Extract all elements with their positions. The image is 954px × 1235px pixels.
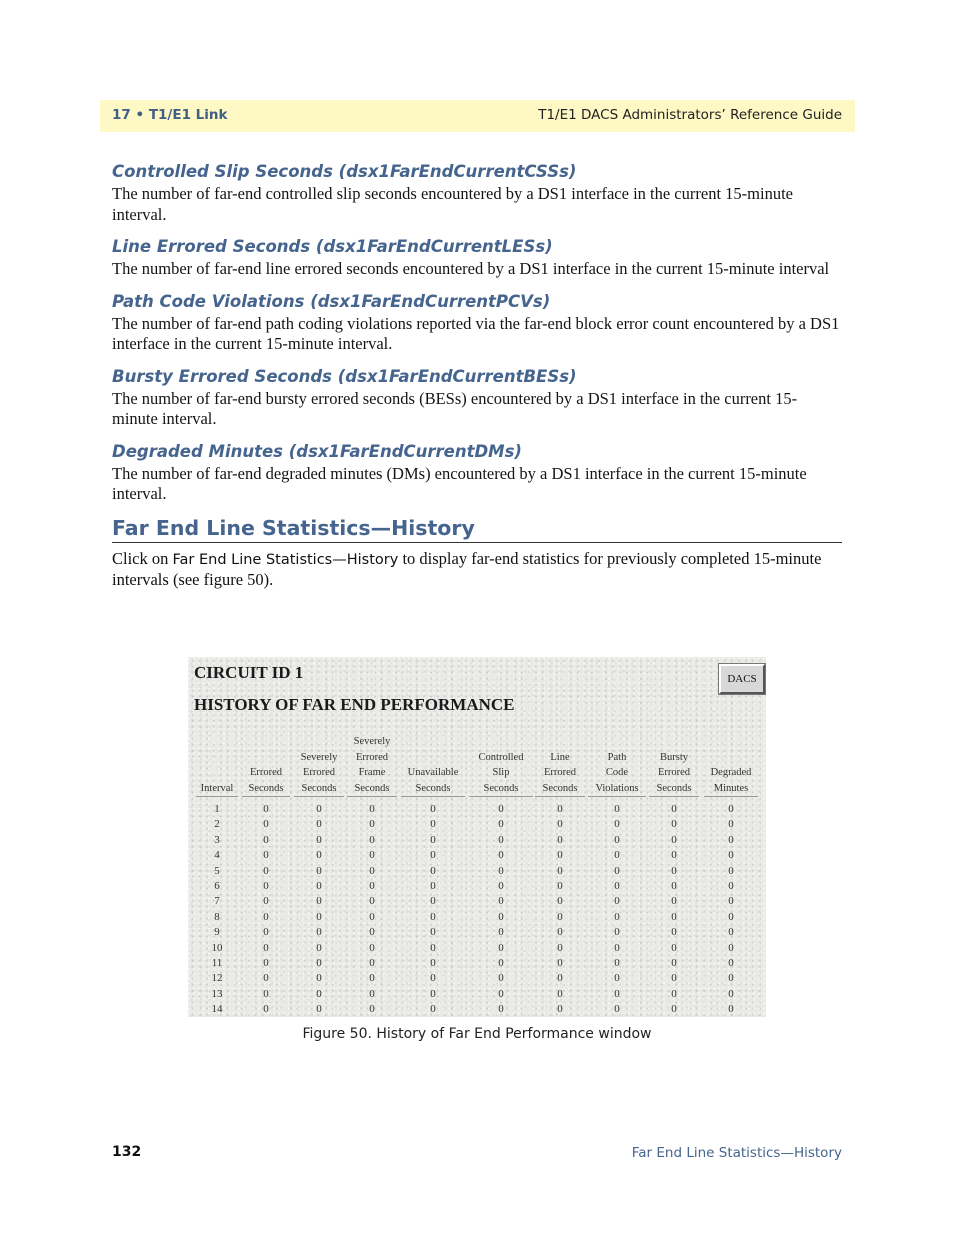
column-header (242, 765, 290, 797)
table-cell: 0 (316, 987, 322, 1000)
table-cell: 0 (430, 941, 436, 954)
interval-number: 12 (211, 972, 223, 985)
interval-number: 14 (211, 1003, 223, 1016)
table-cell: 0 (671, 987, 677, 1000)
table-cell: 0 (263, 1003, 269, 1016)
table-cell: 0 (369, 803, 375, 815)
table-cell: 0 (316, 941, 322, 954)
column-header-line: Severely (300, 751, 338, 763)
interval-number: 11 (211, 957, 223, 969)
table-cell: 0 (614, 880, 620, 892)
column-header-line: Seconds (301, 782, 337, 794)
dacs-button[interactable]: DACS (719, 664, 765, 694)
table-cell: 0 (671, 803, 677, 815)
table-cell: 0 (557, 880, 563, 892)
column-header-line: Controlled (478, 751, 524, 763)
table-cell: 0 (263, 972, 269, 985)
footer-section-name: Far End Line Statistics—History (631, 1145, 842, 1161)
section-body: The number of far-end bursty errored seconds (BESs) encountered by a DS1 interface in the current 15-minute interval. (112, 388, 798, 428)
column-header-line: Seconds (354, 782, 390, 794)
table-cell: 0 (557, 864, 563, 877)
table-cell: 0 (671, 910, 677, 923)
table-cell: 0 (430, 1003, 436, 1016)
column-header-line: Unavailable (407, 767, 459, 778)
table-cell: 0 (728, 972, 734, 985)
table-cell: 0 (316, 1003, 322, 1016)
table-cell: 0 (557, 910, 563, 923)
table-cell: 0 (728, 833, 734, 846)
interval-number: 13 (211, 987, 223, 1000)
table-cell: 0 (671, 880, 677, 892)
intro-ui-label: Far End Line Statistics—History (172, 551, 399, 568)
table-cell: 0 (430, 957, 436, 969)
intro-suffix: to display far-end statistics for previously completed 15-minute intervals (see figure 50). (112, 548, 822, 589)
column-header-line: Seconds (656, 782, 692, 794)
table-cell: 0 (316, 833, 322, 846)
column-header-line: Frame (358, 767, 386, 778)
column-header-line: Errored (657, 767, 691, 778)
table-cell: 0 (557, 987, 563, 1000)
table-cell: 0 (316, 849, 322, 862)
table-cell: 0 (671, 895, 677, 908)
column-header (294, 750, 344, 798)
table-cell: 0 (263, 818, 269, 831)
table-cell: 0 (498, 926, 504, 939)
table-cell: 0 (316, 895, 322, 908)
table-cell: 0 (263, 833, 269, 846)
table-cell: 0 (671, 1003, 677, 1016)
table-cell: 0 (728, 895, 734, 908)
history-window-screenshot (188, 657, 766, 1017)
table-cell: 0 (263, 849, 269, 862)
table-cell: 0 (263, 941, 269, 954)
table-cell: 0 (369, 910, 375, 923)
section-body: The number of far-end path coding violations reported via the far-end block error count encountered by a DS1 interface in the current 15-minute interval. (112, 313, 840, 353)
column-header (704, 765, 758, 797)
column-header-line: Slip (492, 767, 510, 778)
main-content (112, 160, 842, 591)
table-cell: 0 (557, 941, 563, 954)
interval-number: 3 (214, 833, 220, 846)
table-cell: 0 (430, 818, 436, 831)
table-cell: 0 (671, 818, 677, 831)
interval-number: 10 (211, 941, 223, 954)
table-cell: 0 (614, 864, 620, 877)
interval-number: 1 (214, 803, 220, 815)
table-cell: 0 (671, 849, 677, 862)
table-cell: 0 (614, 957, 620, 969)
table-cell: 0 (316, 910, 322, 923)
table-cell: 0 (430, 864, 436, 877)
section-body: The number of far-end line errored seconds encountered by a DS1 interface in the current 15-minute interval (112, 259, 830, 278)
column-header-line: Bursty (659, 751, 688, 763)
table-cell: 0 (498, 987, 504, 1000)
table-cell: 0 (316, 803, 322, 815)
table-cell: 0 (263, 910, 269, 923)
column-header-line: Violations (595, 782, 639, 794)
table-cell: 0 (316, 818, 322, 831)
table-cell: 0 (728, 987, 734, 1000)
window-title: HISTORY OF FAR END PERFORMANCE (194, 695, 515, 714)
table-cell: 0 (557, 833, 563, 846)
table-cell: 0 (614, 833, 620, 846)
table-cell: 0 (263, 957, 269, 969)
table-cell: 0 (263, 926, 269, 939)
table-cell: 0 (369, 818, 375, 831)
guide-title: T1/E1 DACS Administrators’ Reference Guide (538, 107, 842, 123)
column-header (347, 734, 397, 797)
table-cell: 0 (614, 895, 620, 908)
table-cell: 0 (369, 880, 375, 892)
table-cell: 0 (430, 895, 436, 908)
table-cell: 0 (369, 987, 375, 1000)
column-header-line: Degraded (710, 767, 752, 778)
table-cell: 0 (263, 880, 269, 892)
table-cell: 0 (614, 1003, 620, 1016)
column-header-line: Path (607, 751, 627, 763)
interval-number: 6 (214, 880, 220, 892)
table-cell: 0 (263, 864, 269, 877)
table-cell: 0 (728, 1003, 734, 1016)
column-header-line: Severely (353, 736, 391, 747)
table-cell: 0 (614, 849, 620, 862)
section-heading: Bursty Errored Seconds (dsx1FarEndCurrentBESs) (112, 366, 577, 386)
table-cell: 0 (430, 849, 436, 862)
table-cell: 0 (728, 941, 734, 954)
column-header-line: Errored (249, 767, 283, 778)
history-intro (112, 549, 842, 591)
table-cell: 0 (557, 1003, 563, 1016)
table-cell: 0 (614, 941, 620, 954)
table-cell: 0 (316, 880, 322, 892)
table-cell: 0 (614, 818, 620, 831)
interval-number: 9 (214, 926, 220, 939)
history-heading: Far End Line Statistics—History (112, 515, 842, 543)
column-header (649, 750, 699, 798)
column-header (196, 781, 238, 798)
table-cell: 0 (263, 987, 269, 1000)
running-header (100, 100, 855, 132)
table-cell: 0 (671, 926, 677, 939)
table-cell: 0 (557, 957, 563, 969)
table-cell: 0 (369, 849, 375, 862)
table-cell: 0 (498, 803, 504, 815)
table-cell: 0 (498, 941, 504, 954)
column-header-line: Code (605, 767, 629, 778)
column-header-line: Seconds (248, 782, 284, 794)
column-header-line: Seconds (415, 782, 451, 794)
table-cell: 0 (430, 987, 436, 1000)
table-cell: 0 (614, 972, 620, 985)
table-cell: 0 (316, 972, 322, 985)
column-header (469, 750, 533, 798)
table-cell: 0 (369, 833, 375, 846)
table-cell: 0 (316, 864, 322, 877)
section-heading: Controlled Slip Seconds (dsx1FarEndCurrentCSSs) (112, 162, 577, 181)
table-cell: 0 (614, 987, 620, 1000)
section-heading: Line Errored Seconds (dsx1FarEndCurrentLESs) (112, 237, 553, 256)
table-cell: 0 (728, 803, 734, 815)
table-cell: 0 (369, 864, 375, 877)
table-cell: 0 (728, 849, 734, 862)
column-header (401, 765, 465, 797)
table-cell: 0 (430, 833, 436, 846)
table-cell: 0 (614, 803, 620, 815)
column-header (588, 750, 646, 798)
table-cell: 0 (498, 910, 504, 923)
table-cell: 0 (557, 803, 563, 815)
circuit-title: CIRCUIT ID 1 (194, 663, 304, 682)
table-cell: 0 (614, 926, 620, 939)
table-cell: 0 (671, 833, 677, 846)
table-cell: 0 (498, 849, 504, 862)
column-header-line: Seconds (542, 782, 578, 794)
table-cell: 0 (557, 926, 563, 939)
table-cell: 0 (728, 957, 734, 969)
table-cell: 0 (498, 1003, 504, 1016)
table-cell: 0 (557, 972, 563, 985)
table-cell: 0 (263, 895, 269, 908)
table-cell: 0 (671, 941, 677, 954)
table-cell: 0 (671, 864, 677, 877)
table-cell: 0 (728, 818, 734, 831)
interval-number: 7 (214, 895, 220, 908)
table-cell: 0 (430, 926, 436, 939)
column-header-line: Errored (543, 767, 577, 778)
column-header-line: Seconds (483, 782, 519, 794)
table-cell: 0 (316, 957, 322, 969)
table-cell: 0 (728, 880, 734, 892)
column-header-line: Minutes (713, 782, 749, 794)
page-number: 132 (112, 1144, 142, 1160)
table-cell: 0 (557, 818, 563, 831)
table-cell: 0 (498, 818, 504, 831)
table-cell: 0 (498, 957, 504, 969)
table-cell: 0 (263, 803, 269, 815)
table-cell: 0 (728, 864, 734, 877)
table-cell: 0 (430, 972, 436, 985)
table-cell: 0 (498, 833, 504, 846)
table-cell: 0 (728, 926, 734, 939)
table-cell: 0 (498, 880, 504, 892)
section-heading: Path Code Violations (dsx1FarEndCurrentPCVs) (112, 291, 551, 311)
table-cell: 0 (369, 957, 375, 969)
column-header-line: Errored (302, 767, 336, 778)
table-cell: 0 (369, 972, 375, 985)
table-cell: 0 (557, 895, 563, 908)
table-cell: 0 (728, 910, 734, 923)
table-cell: 0 (369, 941, 375, 954)
table-cell: 0 (498, 864, 504, 877)
table-cell: 0 (557, 849, 563, 862)
chapter-label: 17 • T1/E1 Link (112, 107, 228, 123)
column-header-line: Interval (200, 782, 234, 794)
figure-caption: Figure 50. History of Far End Performance window (302, 1026, 652, 1042)
intro-prefix: Click on (112, 548, 173, 568)
section-heading: Degraded Minutes (dsx1FarEndCurrentDMs) (112, 441, 522, 461)
table-cell: 0 (671, 957, 677, 969)
table-cell: 0 (671, 972, 677, 985)
table-cell: 0 (498, 895, 504, 908)
interval-number: 2 (214, 818, 220, 831)
section-body: The number of far-end controlled slip seconds encountered by a DS1 interface in the current 15-minute interval. (112, 184, 793, 224)
table-cell: 0 (316, 926, 322, 939)
table-cell: 0 (369, 1003, 375, 1016)
table-cell: 0 (498, 972, 504, 985)
table-cell: 0 (369, 895, 375, 908)
interval-number: 4 (214, 849, 220, 862)
column-header (535, 750, 585, 798)
table-cell: 0 (369, 926, 375, 939)
column-header-line: Errored (355, 751, 389, 763)
table-cell: 0 (430, 880, 436, 892)
column-header-line: Line (550, 751, 570, 763)
table-cell: 0 (614, 910, 620, 923)
interval-number: 8 (214, 910, 220, 923)
interval-number: 5 (214, 864, 220, 877)
table-cell: 0 (430, 910, 436, 923)
table-cell: 0 (430, 803, 436, 815)
section-body: The number of far-end degraded minutes (DMs) encountered by a DS1 interface in the current 15-minute interval. (112, 463, 807, 503)
